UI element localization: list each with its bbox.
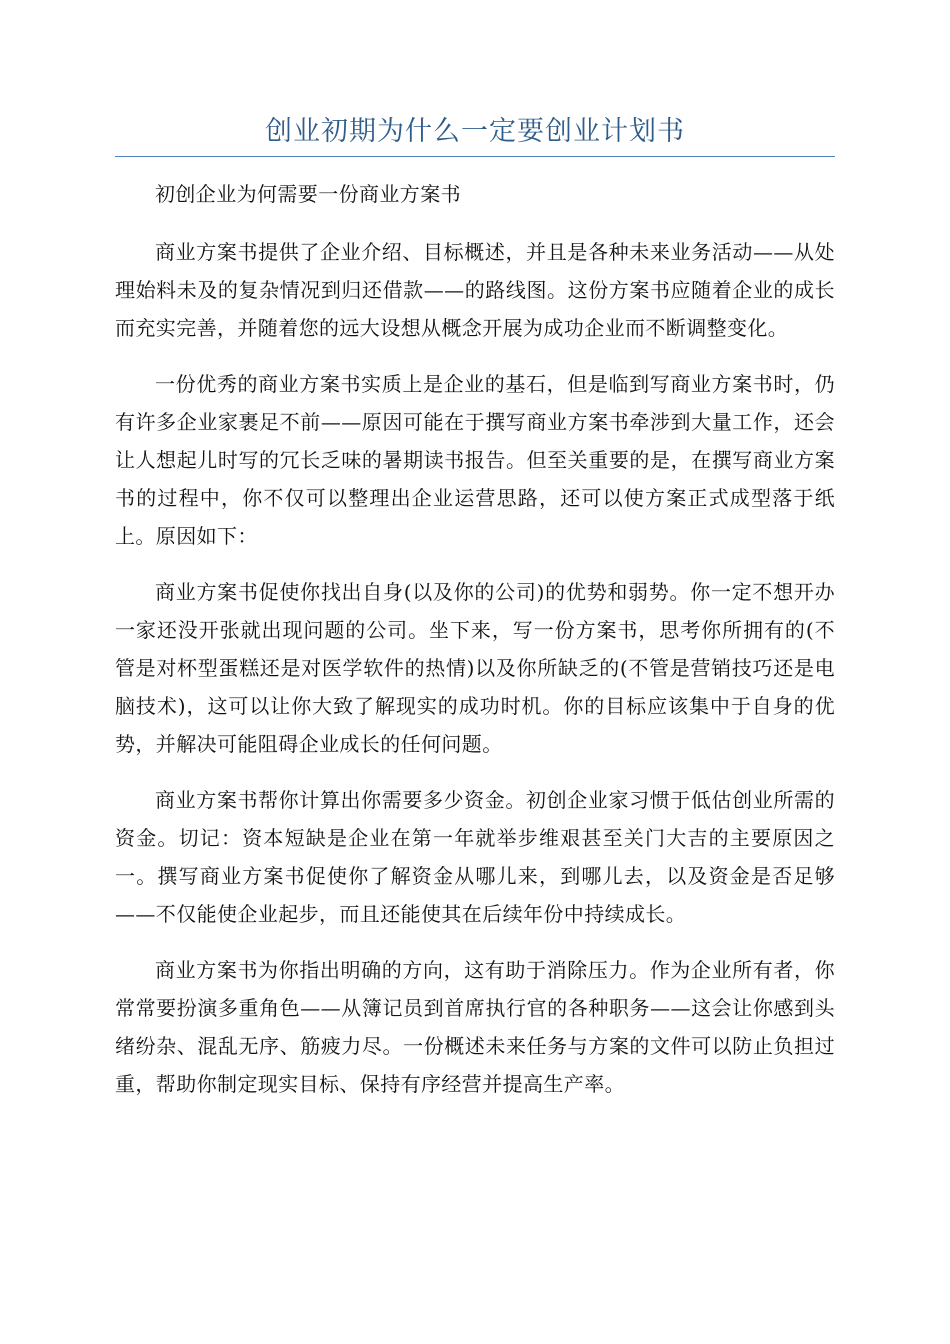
document-body [115,175,835,1121]
document-title: 创业初期为什么一定要创业计划书 [265,116,685,147]
paragraph-4: 商业方案书帮你计算出你需要多少资金。初创企业家习惯于低估创业所需的资金。切记：资本短缺是企业在第一年就举步维艰甚至关门大吉的主要原因之一。撰写商业方案书促使你了解资金从哪儿来，到哪儿去，以及资金是否足够——不仅能使企业起步，而且还能使其在后续年份中持续成长。 [115,788,835,926]
document-subtitle: 初创企业为何需要一份商业方案书 [155,182,461,206]
paragraph-5: 商业方案书为你指出明确的方向，这有助于消除压力。作为企业所有者，你常常要扮演多重角色——从簿记员到首席执行官的各种职务——这会让你感到头绪纷杂、混乱无序、筋疲力尽。一份概述未来任务与方案的文件可以防止负担过重，帮助你制定现实目标、保持有序经营并提高生产率。 [115,958,835,1096]
paragraph-1: 商业方案书提供了企业介绍、目标概述，并且是各种未来业务活动——从处理始料未及的复杂情况到归还借款——的路线图。这份方案书应随着企业的成长而充实完善，并随着您的远大设想从概念开展为成功企业而不断调整变化。 [115,240,835,340]
paragraph-2: 一份优秀的商业方案书实质上是企业的基石，但是临到写商业方案书时，仍有许多企业家裹足不前——原因可能在于撰写商业方案书牵涉到大量工作，还会让人想起儿时写的冗长乏味的暑期读书报告。但至关重要的是，在撰写商业方案书的过程中，你不仅可以整理出企业运营思路，还可以使方案正式成型落于纸上。原因如下： [115,372,835,548]
title-block [115,112,835,157]
paragraph-3: 商业方案书促使你找出自身(以及你的公司)的优势和弱势。你一定不想开办一家还没开张就出现问题的公司。坐下来，写一份方案书，思考你所拥有的(不管是对杯型蛋糕还是对医学软件的热情)以及你所缺乏的(不管是营销技巧还是电脑技术)，这可以让你大致了解现实的成功时机。你的目标应该集中于自身的优势，并解决可能阻碍企业成长的任何问题。 [115,580,835,756]
